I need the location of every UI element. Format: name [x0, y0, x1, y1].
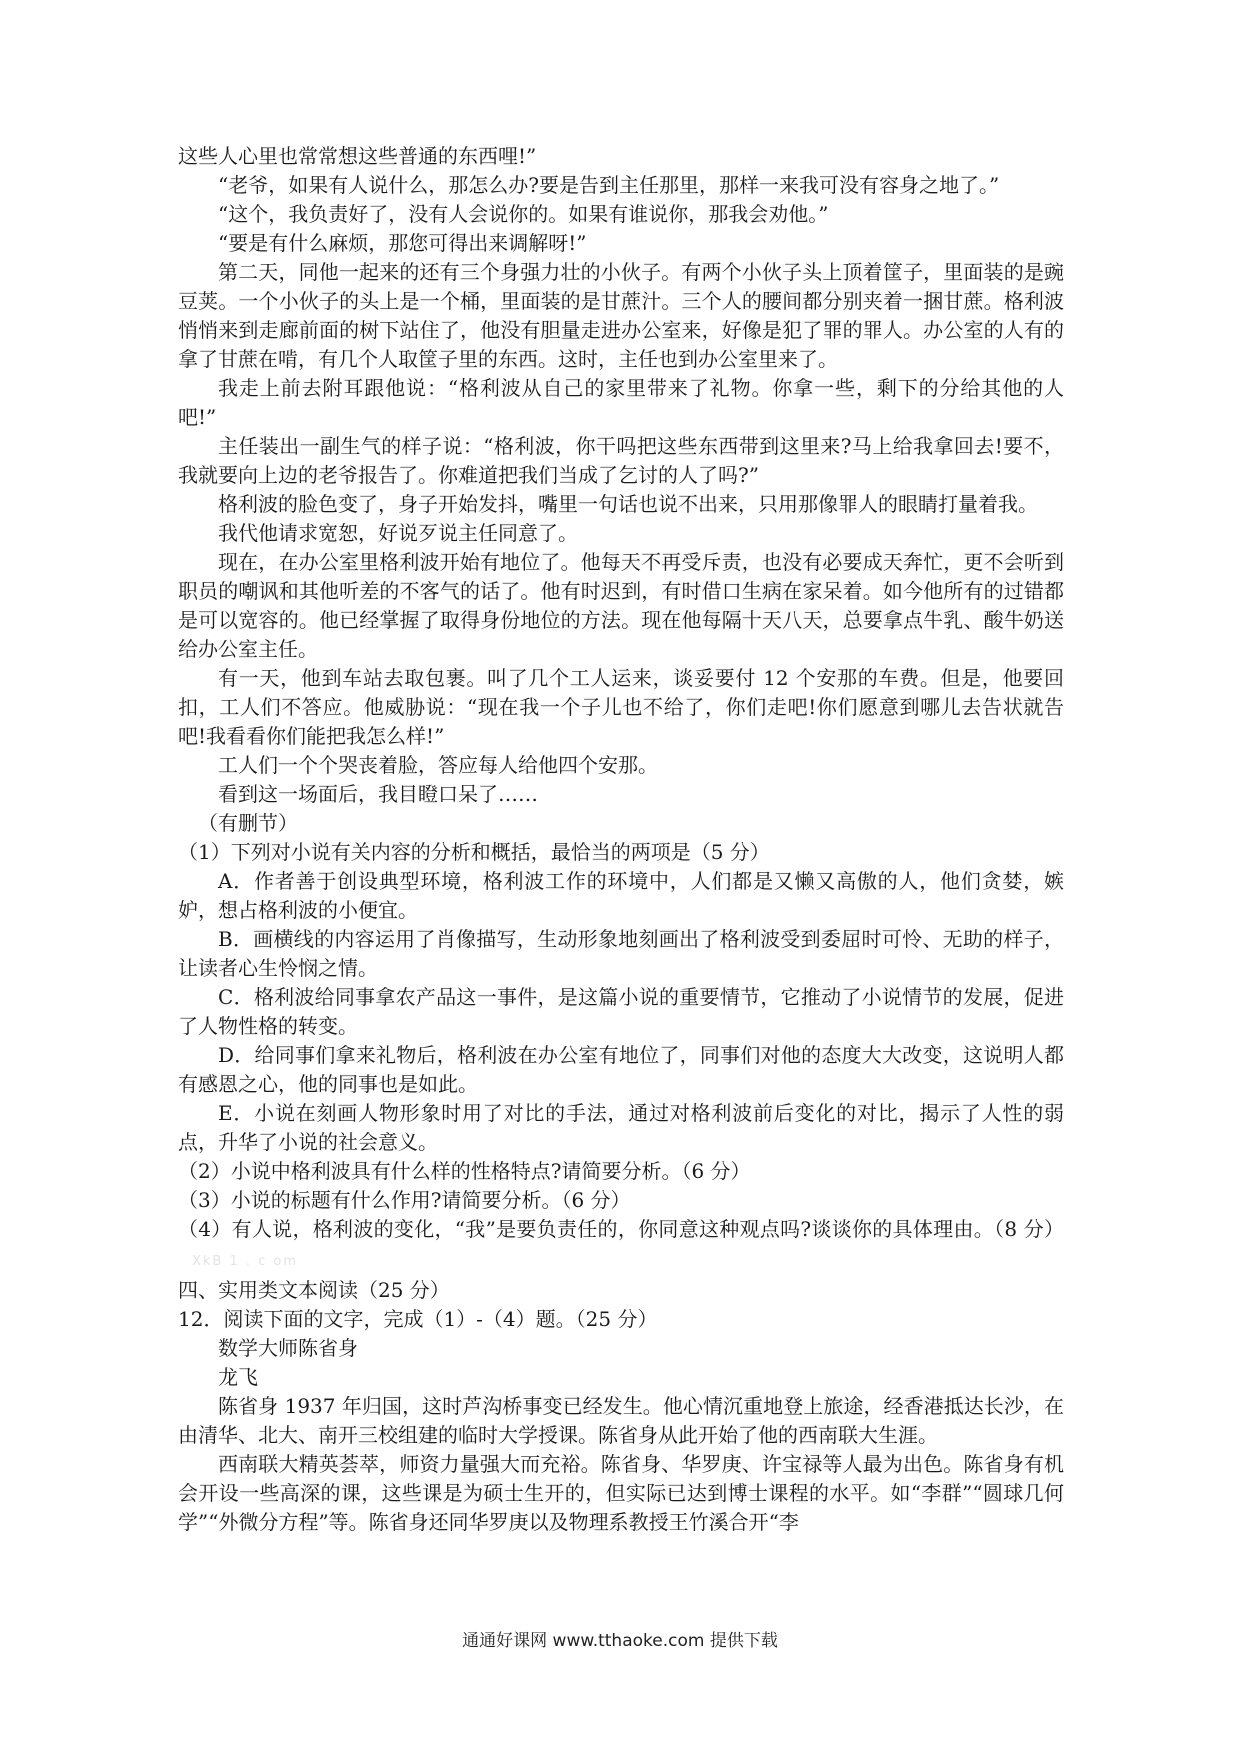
option-b: B．画横线的内容运用了肖像描写，生动形象地刻画出了格利波受到委屈时可怜、无助的样子，让读者心生怜悯之情。 — [178, 927, 1064, 980]
article-paragraph: 西南联大精英荟萃，师资力量强大而充裕。陈省身、华罗庚、许宝禄等人最为出色。陈省身有机会开设一些高深的课，这些课是为硕士生开的，但实际已达到博士课程的水平。如“李群”“圆球几何学”“外微分方程”等。陈省身还同华罗庚以及物理系教授王竹溪合开“李 — [178, 1452, 1064, 1534]
article-title: 数学大师陈省身 — [218, 1336, 358, 1360]
article-author: 龙飞 — [218, 1365, 258, 1389]
story-paragraph: 我代他请求宽恕，好说歹说主任同意了。 — [218, 521, 578, 545]
abridged-note: （有删节） — [198, 811, 298, 835]
story-paragraph: 主任装出一副生气的样子说：“格利波，你干吗把这些东西带到这里来?马上给我拿回去!要不，我就要向上边的老爷报告了。你难道把我们当成了乞讨的人了吗?” — [178, 434, 1064, 487]
option-e: E．小说在刻画人物形象时用了对比的手法，通过对格利波前后变化的对比，揭示了人性的弱点，升华了小说的社会意义。 — [178, 1101, 1064, 1154]
question-4 — [178, 1215, 1064, 1276]
story-paragraph: 第二天，同他一起来的还有三个身强力壮的小伙子。有两个小伙子头上顶着筐子，里面装的是豌豆荚。一个小伙子的头上是一个桶，里面装的是甘蔗汁。三个人的腰间都分别夹着一捆甘蔗。格利波悄悄来到走廊前面的树下站住了，他没有胆量走进办公室来，好像是犯了罪的罪人。办公室的人有的拿了甘蔗在啃，有几个人取筐子里的东西。这时，主任也到办公室里来了。 — [178, 260, 1064, 371]
watermark-text: XkB 1 . c om — [192, 1254, 299, 1269]
story-paragraph: 有一天，他到车站去取包裹。叫了几个工人运来，谈妥要付 12 个安那的车费。但是，他要回扣，工人们不答应。他威胁说：“现在我一个子儿也不给了，你们走吧!你们愿意到哪儿去告状就告吧!我看看你们能把我怎么样!” — [178, 666, 1064, 748]
option-a: A．作者善于创设典型环境，格利波工作的环境中，人们都是又懒又高傲的人，他们贪婪，嫉妒，想占格利波的小便宜。 — [178, 869, 1064, 922]
question-2: （2）小说中格利波具有什么样的性格特点?请简要分析。（6 分） — [178, 1159, 751, 1183]
question-4-text: （4）有人说，格利波的变化，“我”是要负责任的，你同意这种观点吗?谈谈你的具体理由。（8 分） — [178, 1217, 1064, 1241]
document-page — [178, 142, 1064, 1537]
story-paragraph: 现在，在办公室里格利波开始有地位了。他每天不再受斥责，也没有必要成天奔忙，更不会听到职员的嘲讽和其他听差的不客气的话了。他有时迟到，有时借口生病在家呆着。如今他所有的过错都是可以宽容的。他已经掌握了取得身份地位的方法。现在他每隔十天八天，总要拿点牛乳、酸牛奶送给办公室主任。 — [178, 550, 1064, 661]
question-1: （1）下列对小说有关内容的分析和概括，最恰当的两项是（5 分） — [178, 840, 770, 864]
article-paragraph: 陈省身 1937 年归国，这时芦沟桥事变已经发生。他心情沉重地登上旅途，经香港抵达长沙，在由清华、北大、南开三校组建的临时大学授课。陈省身从此开始了他的西南联大生涯。 — [178, 1394, 1064, 1447]
story-paragraph: “老爷，如果有人说什么，那怎么办?要是告到主任那里，那样一来我可没有容身之地了。” — [218, 173, 1000, 197]
option-c: C．格利波给同事拿农产品这一事件，是这篇小说的重要情节，它推动了小说情节的发展，促进了人物性格的转变。 — [178, 985, 1064, 1038]
story-paragraph: 工人们一个个哭丧着脸，答应每人给他四个安那。 — [218, 753, 658, 777]
story-paragraph: “要是有什么麻烦，那您可得出来调解呀!” — [218, 231, 587, 255]
question-3: （3）小说的标题有什么作用?请简要分析。（6 分） — [178, 1188, 631, 1212]
section-heading: 四、实用类文本阅读（25 分） — [178, 1278, 450, 1302]
option-d: D．给同事们拿来礼物后，格利波在办公室有地位了，同事们对他的态度大大改变，这说明人都有感恩之心，他的同事也是如此。 — [178, 1043, 1064, 1096]
story-paragraph: 这些人心里也常常想这些普通的东西哩!” — [178, 144, 537, 168]
story-paragraph: “这个，我负责好了，没有人会说你的。如果有谁说你，那我会劝他。” — [218, 202, 829, 226]
page-footer: 通通好课网 www.tthaoke.com 提供下载 — [462, 1631, 778, 1651]
story-paragraph: 我走上前去附耳跟他说：“格利波从自己的家里带来了礼物。你拿一些，剩下的分给其他的人吧!” — [178, 376, 1064, 429]
question-12: 12．阅读下面的文字，完成（1）-（4）题。（25 分） — [178, 1307, 658, 1331]
story-paragraph: 格利波的脸色变了，身子开始发抖，嘴里一句话也说不出来，只用那像罪人的眼睛打量着我。 — [218, 492, 1038, 516]
story-paragraph: 看到这一场面后，我目瞪口呆了…… — [218, 782, 538, 806]
